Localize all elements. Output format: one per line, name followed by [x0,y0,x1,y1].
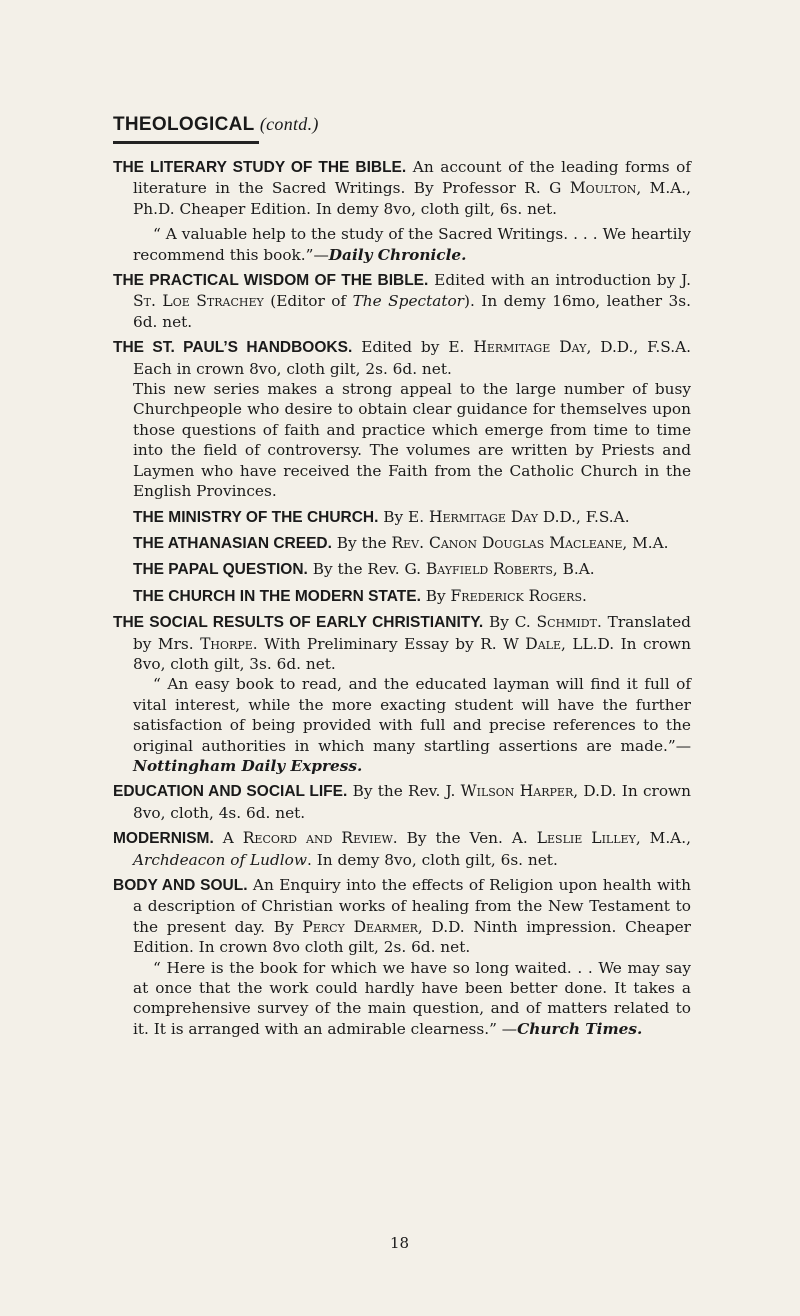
series-volume: THE ATHANASIAN CREED. By the Rev. Canon Douglas Macleane, M.A. [133,533,669,552]
series-volume: THE MINISTRY OF THE CHURCH. By E. Hermitage Day D.D., F.S.A. [133,507,630,526]
book-title: THE PAPAL QUESTION. [133,561,308,579]
book-entry: THE PRACTICAL WISDOM OF THE BIBLE. Edited with an introduction by J. St. Loe Strachey (Editor of The Spectator). In demy 16mo, leather 3s. 6d. net. [113,271,691,331]
book-entry: THE LITERARY STUDY OF THE BIBLE. An account of the leading forms of literature in the Sacred Writings. By Professor R. G Moulton, M.A., Ph.D. Cheaper Edition. In demy 8vo, cloth gilt, 6s. net. [113,158,691,218]
book-entry: MODERNISM. A Record and Review. By the Ven. A. Leslie Lilley, M.A., Archdeacon of Ludlow. In demy 8vo, cloth gilt, 6s. net. [113,829,691,869]
book-title: THE ATHANASIAN CREED. [133,534,332,552]
book-entry: THE SOCIAL RESULTS OF EARLY CHRISTIANITY. By C. Schmidt. Translated by Mrs. Thorpe. With Preliminary Essay by R. W Dale, LL.D. In crown 8vo, cloth gilt, 3s. 6d. net. [113,613,691,673]
translator: Thorpe [200,634,253,653]
book-author: Moulton [569,179,637,198]
book-author: Hermitage Day [473,338,587,357]
book-title: THE ST. PAUL’S HANDBOOKS. [113,339,353,357]
book-title: THE LITERARY STUDY OF THE BIBLE. [113,159,407,176]
book-title: THE SOCIAL RESULTS OF EARLY CHRISTIANITY. [113,614,484,632]
series-volume: THE CHURCH IN THE MODERN STATE. By Frederick Rogers. [133,586,587,605]
book-entry: THE ST. PAUL’S HANDBOOKS. Edited by E. Hermitage Day, D.D., F.S.A. Each in crown 8vo, cloth gilt, 2s. 6d. net. [113,338,691,378]
review-source: Church Times. [517,1019,643,1038]
header-rule [113,141,259,144]
book-author: Schmidt [536,613,597,632]
book-title: THE CHURCH IN THE MODERN STATE. [133,587,421,605]
section-header [113,114,319,136]
series-description: This new series makes a strong appeal to the large number of busy Churchpeople who desire to obtain clear guidance for themselves upon those questions of faith and practice which emerge from time to time into the field of controversy. The volumes are written by Priests and Laymen who have received the Faith from the Catholic Church in the English Provinces. [133,380,691,501]
book-author: Wilson Harper [460,782,574,801]
book-author: Frederick Rogers [450,586,582,605]
book-title: EDUCATION AND SOCIAL LIFE. [113,783,348,801]
book-title: THE PRACTICAL WISDOM OF THE BIBLE. [113,272,429,290]
book-title: THE MINISTRY OF THE CHURCH. [133,508,379,526]
review-quote: “ An easy book to read, and the educated layman will find it full of vital interest, while the more exacting student will have the further satisfaction of being provided with full and precise references to the original authorities in which many startling assertions are made.”—Nottingham Daily Express. [133,675,691,775]
book-title: MODERNISM. [113,830,214,848]
catalogue-content [113,157,691,1039]
book-author: Percy Dearmer [302,917,418,936]
book-author: Bayfield Roberts [425,560,553,579]
series-volume: THE PAPAL QUESTION. By the Rev. G. Bayfield Roberts, B.A. [133,560,595,579]
page-number: 18 [390,1234,410,1252]
book-author: St. Loe Strachey [133,292,264,311]
section-contd: (contd.) [259,114,319,134]
section-title: THEOLOGICAL [113,114,255,135]
book-title: BODY AND SOUL. [113,877,248,894]
book-author: Rev. Canon Douglas Macleane [391,533,623,552]
book-author: Hermitage Day [428,507,539,526]
essay-author: Dale [525,634,561,653]
book-entry: BODY AND SOUL. An Enquiry into the effects of Religion upon health with a description of Christian works of healing from the New Testament to the present day. By Percy Dearmer, D.D. Ninth impression. Cheaper Edition. In crown 8vo cloth gilt, 2s. 6d. net. [113,876,692,957]
review-quote: “ A valuable help to the study of the Sacred Writings. . . . We heartily recommend this book.”—Daily Chronicle. [133,225,691,264]
book-author: Leslie Lilley [536,829,636,848]
review-quote: “ Here is the book for which we have so long waited. . . We may say at once that the work could hardly have been better done. It takes a comprehensive survey of the main question, and of matters related to it. It is arranged with an admirable clearness.” —Church Times. [133,958,691,1038]
review-source: Daily Chronicle. [328,245,467,264]
book-subtitle: Record and Review [242,829,393,848]
book-entry: EDUCATION AND SOCIAL LIFE. By the Rev. J. Wilson Harper, D.D. In crown 8vo, cloth, 4s. 6d. net. [113,782,691,822]
review-source: Nottingham Daily Express. [133,756,363,775]
